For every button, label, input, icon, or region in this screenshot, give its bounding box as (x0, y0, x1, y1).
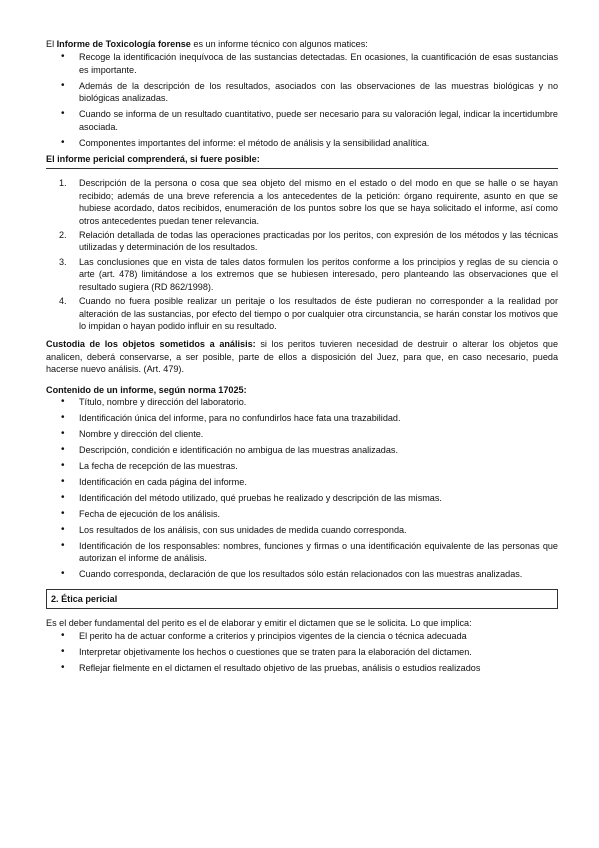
list-item (59, 256, 558, 293)
list-item: • Identificación de los responsables: nombres, funciones y firmas o una identificación equivalente de las personas que autorizan el informe de análisis. (79, 540, 558, 565)
item-text: Cuando no fuera posible realizar un peritaje o los resultados de éste pudieran no corresponder a la realidad por alteración de las sustancias, por efecto del tiempo o por cualquier otra circunstancia, se harán constar los motivos que lo impidan o hayan podido influir en su resultado. (79, 296, 558, 331)
item-text: Descripción de la persona o cosa que sea objeto del mismo en el estado o del modo en que se halle o se hayan recibido; además de una breve referencia a los antecedentes de la petición: órgano requirente, asunto en que se hubiese acordado, datos recibidos, enumeración de los puntos sobre los que se haya solicitado el informe, así como otros antecedentes puedan tener relevancia. (79, 178, 558, 226)
intro-text-pre: El (46, 39, 57, 49)
list-item: • Cuando se informa de un resultado cuantitativo, puede ser necesario para su valoración legal, indicar la incertidumbre asociada. (79, 108, 558, 133)
ethics-intro: Es el deber fundamental del perito es el de elaborar y emitir el dictamen que se le solicita. Lo que implica: (46, 618, 472, 629)
list-item (59, 229, 558, 254)
custody-bold-label: Custodia de los objetos sometidos a análisis: (46, 339, 256, 350)
document-page (46, 38, 558, 678)
list-item: • Componentes importantes del informe: el método de análisis y la sensibilidad analítica. (79, 137, 558, 149)
ethics-bullet-list (46, 630, 558, 674)
list-item: • Además de la descripción de los resultados, asociados con las observaciones de las muestras biológicas y no biológicas analizadas. (79, 80, 558, 105)
toxicology-intro (46, 38, 558, 50)
list-item: • Recoge la identificación inequívoca de las sustancias detectadas. En ocasiones, la cuantificación de esas sustancias es importante. (79, 51, 558, 76)
content-bullet-list (46, 396, 558, 581)
list-item: • La fecha de recepción de las muestras. (79, 460, 558, 472)
item-number: 2. (59, 230, 67, 241)
item-text: Las conclusiones que en vista de tales datos formulen los peritos conforme a los principios y reglas de su ciencia o arte (art. 478) limitándose a los extremos que se hubiesen interesado, pero planteando las observaciones que el resultado sugiera (RD 862/1998). (79, 256, 558, 292)
list-item: • Identificación del método utilizado, qué pruebas he realizado y descripción de las mismas. (79, 492, 558, 504)
list-item (59, 295, 558, 332)
item-number: 3. (59, 256, 67, 267)
list-item: • Título, nombre y dirección del laboratorio. (79, 396, 558, 408)
intro-text-post: es un informe técnico con algunos matices: (190, 39, 368, 49)
list-item: • El perito ha de actuar conforme a criterios y principios vigentes de la ciencia o técnica adecuada (79, 630, 558, 642)
list-item: • Descripción, condición e identificación no ambigua de las muestras analizadas. (79, 444, 558, 456)
pericial-heading: El informe pericial comprenderá, si fuere posible: (46, 153, 558, 169)
list-item (59, 177, 558, 227)
list-item: • Identificación única del informe, para no confundirlos hace fata una trazabilidad. (79, 412, 558, 424)
ethics-section-heading: 2. Ética pericial (46, 589, 558, 609)
content-heading: Contenido de un informe, según norma 17025: (46, 384, 247, 395)
list-item: • Nombre y dirección del cliente. (79, 428, 558, 440)
list-item: • Reflejar fielmente en el dictamen el resultado objetivo de las pruebas, análisis o estudios realizados (79, 662, 558, 674)
pericial-numbered-list (46, 177, 558, 332)
list-item: • Los resultados de los análisis, con sus unidades de medida cuando corresponda. (79, 524, 558, 536)
list-item: • Interpretar objetivamente los hechos o cuestiones que se traten para la elaboración del dictamen. (79, 646, 558, 658)
custody-paragraph (46, 338, 558, 375)
custody-text: si los peritos tuvieren necesidad de destruir o alterar los objetos que analicen, deberá conservarse, a ser posible, parte de ellos a disposición del Juez, para que, en caso necesario, pueda hacerse nuevo análisis. (Art. 479). (46, 339, 558, 375)
item-number: 1. (59, 178, 67, 189)
list-item: • Fecha de ejecución de los análisis. (79, 508, 558, 520)
toxicology-bullet-list (46, 51, 558, 149)
list-item: • Identificación en cada página del informe. (79, 476, 558, 488)
item-number: 4. (59, 296, 67, 307)
list-item: • Cuando corresponda, declaración de que los resultados sólo están relacionados con las muestras analizadas. (79, 568, 558, 580)
item-text: Relación detallada de todas las operaciones practicadas por los peritos, con expresión de los métodos y las técnicas utilizadas y determinación de los resultados. (79, 230, 558, 253)
intro-bold-term: Informe de Toxicología forense (56, 39, 191, 49)
